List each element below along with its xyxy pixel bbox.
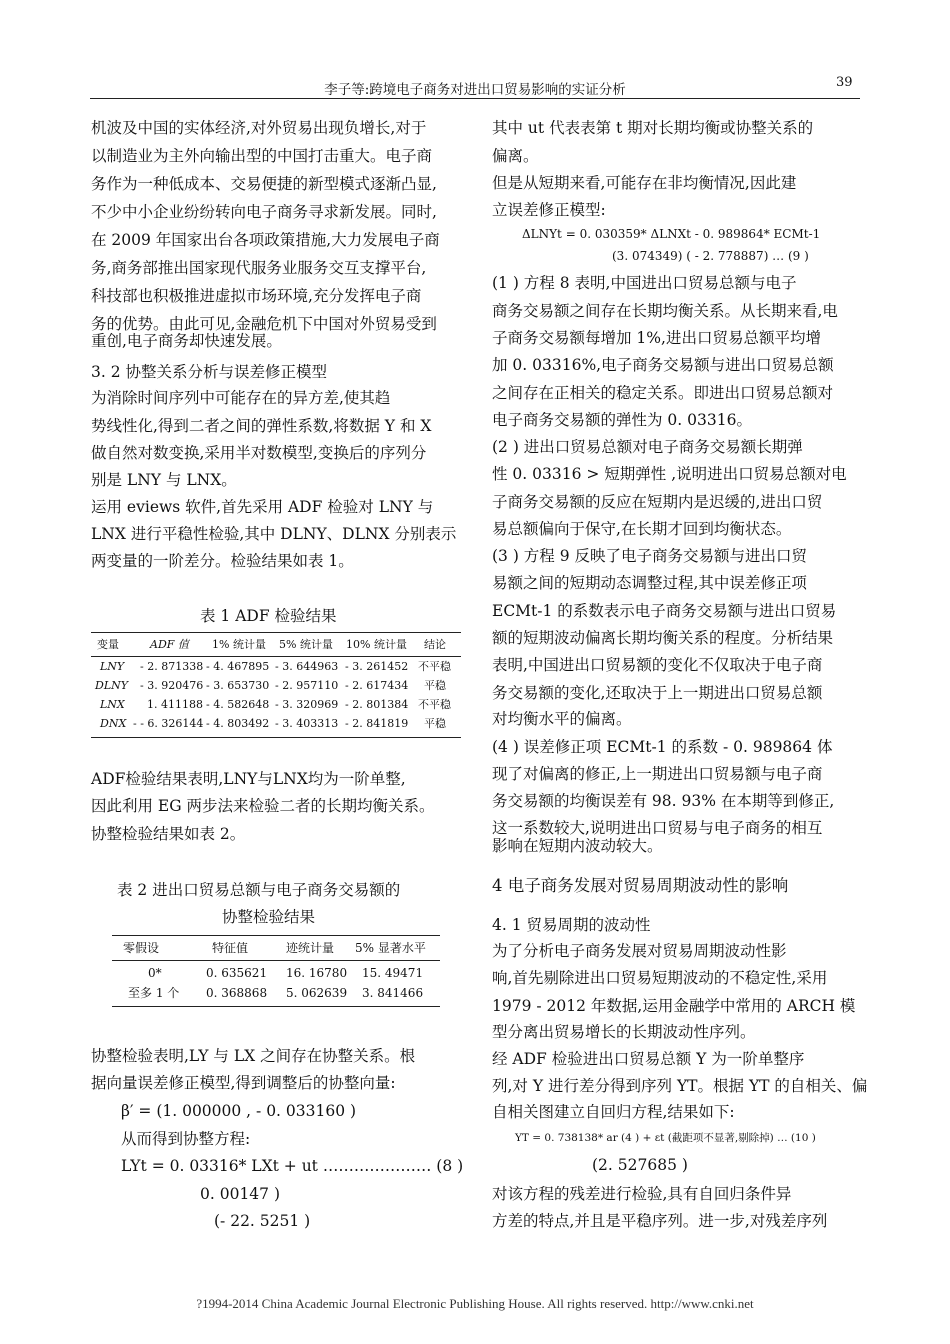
table1-header: 10% 统计量	[346, 638, 407, 651]
equation-8: LYt = 0. 03316* LXt + ut ………………… (8 )	[121, 1157, 464, 1175]
copyright-footer: ?1994-2014 China Academic Journal Electronic Publishing House. All rights reserved. http://www.cnki.net	[196, 1296, 754, 1311]
body-line: 额的短期波动偏离长期均衡关系的程度。分析结果	[492, 629, 834, 647]
body-line: 以制造业为主外向输出型的中国打击重大。电子商	[91, 147, 433, 165]
body-line: 务,商务部推出国家现代服务业服务交互支撑平台,	[91, 259, 427, 277]
body-line: 立误差修正模型:	[492, 201, 606, 219]
table-cell: 0. 635621	[206, 966, 268, 980]
body-line: 子商务交易额的反应在短期内是迟缓的,进出口贸	[492, 493, 823, 511]
body-line: 两变量的一阶差分。检验结果如表 1。	[91, 552, 354, 570]
equation-10-t: (2. 527685 )	[592, 1156, 688, 1174]
table2-header: 迹统计量	[286, 941, 335, 955]
table-cell: 5. 062639	[286, 986, 348, 1000]
table-cell: DNX	[100, 717, 127, 730]
body-line: 其中 ut 代表表第 t 期对长期均衡或协整关系的	[492, 119, 814, 137]
table-cell: - 4. 467895	[206, 660, 270, 673]
body-line: 为消除时间序列中可能存在的异方差,使其趋	[91, 389, 391, 407]
body-line: ECMt-1 的系数表示电子商务交易额与进出口贸易	[492, 602, 837, 620]
body-line: 这一系数较大,说明进出口贸易与电子商务的相互	[492, 819, 823, 837]
table-cell: - 3. 920476	[140, 679, 204, 692]
table2-header: 5% 显著水平	[355, 941, 426, 955]
body-line: 现了对偏离的修正,上一期进出口贸易额与电子商	[492, 765, 823, 783]
body-line: 子商务交易额每增加 1%,进出口贸易总额平均增	[492, 329, 821, 347]
body-line: (4 ) 误差修正项 ECMt-1 的系数 - 0. 989864 体	[492, 738, 833, 756]
body-line: 经 ADF 检验进出口贸易总额 Y 为一阶单整序	[492, 1050, 805, 1068]
table1-caption: 表 1 ADF 检验结果	[200, 607, 337, 625]
body-line: 务的优势。由此可见,金融危机下中国对外贸易受到	[91, 315, 437, 333]
body-line: (1 ) 方程 8 表明,中国进出口贸易总额与电子	[492, 274, 797, 292]
body-line: 为了分析电子商务发展对贸易周期波动性影	[492, 942, 787, 960]
table-cell: - 2. 957110	[275, 679, 339, 692]
body-line: 从而得到协整方程:	[121, 1130, 251, 1148]
body-line: 易额之间的短期动态调整过程,其中误差修正项	[492, 574, 807, 592]
section-heading: 4 电子商务发展对贸易周期波动性的影响	[492, 876, 789, 895]
table-cell: - 2. 841819	[345, 717, 409, 730]
body-line: 影响在短期内波动较大。	[492, 837, 663, 855]
body-line: 响,首先剔除进出口贸易短期波动的不稳定性,采用	[492, 969, 828, 987]
table-cell: 平稳	[424, 679, 446, 692]
table2-caption: 表 2 进出口贸易总额与电子商务交易额的	[117, 881, 401, 899]
body-line: 易总额偏向于保守,在长期才回到均衡状态。	[492, 520, 792, 538]
body-line: 之间存在正相关的稳定关系。即进出口贸易总额对	[492, 384, 834, 402]
table2-header: 特征值	[212, 941, 249, 955]
table-cell: - 3. 320969	[275, 698, 339, 711]
body-line: 自相关图建立自回归方程,结果如下:	[492, 1103, 735, 1121]
table-cell: - 3. 261452	[345, 660, 409, 673]
equation-8-se: 0. 00147 )	[200, 1185, 280, 1203]
table-cell: LNY	[100, 660, 125, 673]
table-cell: - 4. 582648	[206, 698, 270, 711]
body-line: (3 ) 方程 9 反映了电子商务交易额与进出口贸	[492, 547, 808, 565]
body-line: 运用 eviews 软件,首先采用 ADF 检验对 LNY 与	[91, 498, 434, 516]
table1-bottom-rule	[91, 737, 461, 738]
body-line: 对均衡水平的偏离。	[492, 710, 632, 728]
page-number: 39	[836, 75, 853, 90]
table-cell: - 3. 653730	[206, 679, 270, 692]
table-cell: - 3. 403313	[275, 717, 339, 730]
table-cell: - 2. 617434	[345, 679, 409, 692]
body-line: 重创,电子商务却快速发展。	[91, 332, 282, 350]
body-line: 协整检验表明,LY 与 LX 之间存在协整关系。根	[91, 1047, 416, 1065]
body-line: 性 0. 03316 > 短期弹性 ,说明进出口贸易总额对电	[492, 465, 847, 483]
body-line: 表明,中国进出口贸易额的变化不仅取决于电子商	[492, 656, 823, 674]
body-line: 商务交易额之间存在长期均衡关系。从长期来看,电	[492, 302, 838, 320]
table2-caption: 协整检验结果	[222, 908, 316, 926]
body-line: 别是 LNY 与 LNX。	[91, 471, 237, 489]
body-line: 据向量误差修正模型,得到调整后的协整向量:	[91, 1074, 396, 1092]
body-line: (2 ) 进出口贸易总额对电子商务交易额长期弹	[492, 438, 803, 456]
table2-header: 零假设	[123, 941, 160, 955]
body-line: 务交易额的均衡误差有 98. 93% 在本期等到修正,	[492, 792, 835, 810]
table1-header: 1% 统计量	[212, 638, 266, 651]
body-line: 型分离出贸易增长的长期波动性序列。	[492, 1023, 756, 1041]
equation-9: ΔLNYt = 0. 030359* ΔLNXt - 0. 989864* ECMt-1	[522, 227, 821, 241]
table-cell: - 2. 871338	[140, 660, 204, 673]
header-rule	[90, 98, 860, 99]
body-line: 因此利用 EG 两步法来检验二者的长期均衡关系。	[91, 797, 435, 815]
table1-top-rule	[91, 632, 461, 633]
table-cell: LNX	[100, 698, 125, 711]
table-cell: 16. 16780	[286, 966, 348, 980]
table2-header-rule	[112, 960, 440, 961]
body-line: 不少中小企业纷纷转向电子商务寻求新发展。同时,	[91, 203, 437, 221]
body-line: 机波及中国的实体经济,对外贸易出现负增长,对于	[91, 119, 427, 137]
equation-9-stats: (3. 074349) ( - 2. 778887) … (9 )	[612, 249, 809, 263]
body-line: 做自然对数变换,采用半对数模型,变换后的序列分	[91, 444, 427, 462]
table1-header: 结论	[424, 638, 446, 651]
body-line: 势线性化,得到二者之间的弹性系数,将数据 Y 和 X	[91, 417, 432, 435]
body-line: 偏离。	[492, 147, 539, 165]
body-line: ADF检验结果表明,LNY与LNX均为一阶单整,	[91, 770, 406, 788]
section-heading: 4. 1 贸易周期的波动性	[492, 916, 651, 934]
table-cell: 0*	[148, 966, 162, 980]
body-line: 协整检验结果如表 2。	[91, 825, 246, 843]
table-cell: - 3. 644963	[275, 660, 339, 673]
body-line: 务作为一种低成本、交易便捷的新型模式逐渐凸显,	[91, 175, 437, 193]
table1-header: 5% 统计量	[279, 638, 333, 651]
equation-8-t: (- 22. 5251 )	[214, 1212, 311, 1230]
table-cell: - 2. 801384	[345, 698, 409, 711]
table1-header: 变量	[97, 638, 119, 651]
body-line: 电子商务交易额的弹性为 0. 03316。	[492, 411, 752, 429]
table-cell: 1. 411188	[147, 698, 203, 711]
body-line: 但是从短期来看,可能存在非均衡情况,因此建	[492, 174, 797, 192]
section-heading: 3. 2 协整关系分析与误差修正模型	[91, 363, 328, 381]
body-line: 在 2009 年国家出台各项政策措施,大力发展电子商	[91, 231, 440, 249]
table-cell: 3. 841466	[362, 986, 424, 1000]
table-cell: 不平稳	[418, 698, 451, 711]
table2-bottom-rule	[112, 1006, 440, 1007]
table-cell: - - 6. 326144	[133, 717, 204, 730]
body-line: 科技部也积极推进虚拟市场环境,充分发挥电子商	[91, 287, 422, 305]
table-cell: - 4. 803492	[206, 717, 270, 730]
body-line: 列,对 Y 进行差分得到序列 YT。根据 YT 的自相关、偏	[492, 1077, 868, 1095]
table-cell: 至多 1 个	[128, 986, 180, 1000]
body-line: 对该方程的残差进行检验,具有自回归条件异	[492, 1185, 792, 1203]
running-header-title: 李子等:跨境电子商务对进出口贸易影响的实证分析	[324, 82, 626, 98]
table-cell: 平稳	[424, 717, 446, 730]
equation-10: YT = 0. 738138* ar (4 ) + εt (截距项不显著,剔除掉) … (10 )	[515, 1132, 816, 1144]
table2-top-rule	[112, 935, 440, 936]
table-cell: 15. 49471	[362, 966, 424, 980]
table1-header-rule	[91, 656, 461, 657]
table-cell: 不平稳	[418, 660, 451, 673]
body-line: LNX 进行平稳性检验,其中 DLNY、DLNX 分别表示	[91, 525, 457, 543]
body-line: 加 0. 03316%,电子商务交易额与进出口贸易总额	[492, 356, 834, 374]
body-line: 务交易额的变化,还取决于上一期进出口贸易总额	[492, 684, 823, 702]
table-cell: DLNY	[95, 679, 129, 692]
body-line: 1979 - 2012 年数据,运用金融学中常用的 ARCH 模	[492, 997, 856, 1015]
cointegration-vector: β′ = (1. 000000 , - 0. 033160 )	[121, 1102, 357, 1120]
table1-header: ADF 值	[150, 638, 189, 651]
body-line: 方差的特点,并且是平稳序列。进一步,对残差序列	[492, 1212, 828, 1230]
table-cell: 0. 368868	[206, 986, 268, 1000]
